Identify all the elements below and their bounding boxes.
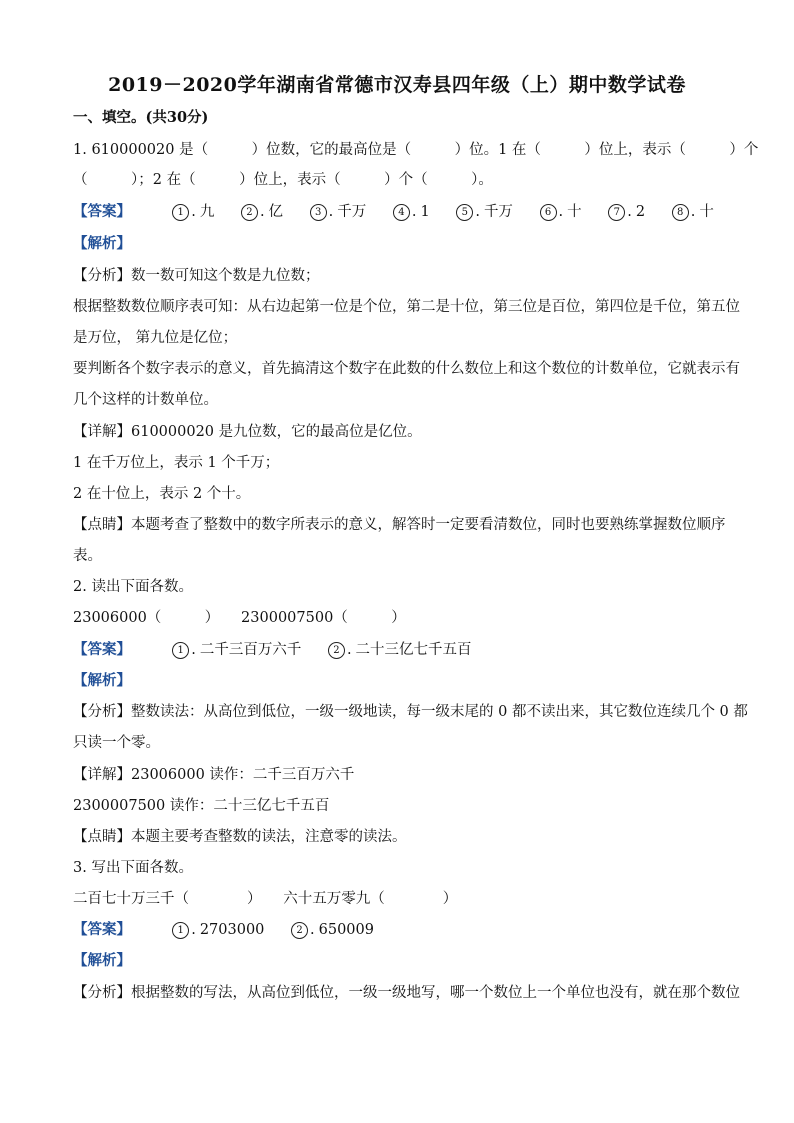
- section-heading: 一、填空。(共30分): [73, 109, 209, 126]
- q1-answer-4: 4 . 1: [393, 202, 430, 222]
- q1-analysis-1: 【分析】数一数可知这个数是九位数；: [73, 268, 320, 284]
- page-title: 2019－2020学年湖南省常德市汉寿县四年级（上）期中数学试卷: [108, 74, 686, 96]
- circled-number-icon: 3: [310, 204, 327, 221]
- q3-answer-1: 1 . 2703000: [172, 920, 264, 940]
- q1-stem-line-1: 1. 610000020 是（ ）位数，它的最高位是（ ）位。1 在（ ）位上，表示（ ）个: [73, 142, 759, 158]
- q1-answer-5: 5 . 千万: [456, 202, 513, 222]
- circled-number-icon: 8: [672, 204, 689, 221]
- answer-tag: 【答案】: [73, 203, 131, 220]
- q1-point-2: 表。: [73, 548, 102, 564]
- q1-analysis-2: 根据整数数位顺序表可知：从右边起第一位是个位，第二是十位，第三位是百位，第四位是千位，第五位: [73, 299, 740, 315]
- q3-answer-row: [73, 920, 374, 940]
- circled-number-icon: 7: [608, 204, 625, 221]
- answer-tag: 【答案】: [73, 641, 131, 658]
- q1-point-1: 【点睛】本题考查了整数中的数字所表示的意义，解答时一定要看清数位，同时也要熟练掌握数位顺序: [73, 517, 726, 533]
- circled-number-icon: 2: [241, 204, 258, 221]
- q2-detail-2: 2300007500 读作：二十三亿七千五百: [73, 798, 330, 814]
- q2-analysis-2: 只读一个零。: [73, 735, 160, 751]
- q1-detail-1: 【详解】610000020 是九位数，它的最高位是亿位。: [73, 424, 422, 440]
- q2-answer-1: 1 . 二千三百万六千: [172, 640, 301, 660]
- answer-tag: 【答案】: [73, 921, 131, 938]
- q2-jiexi-tag: 【解析】: [73, 672, 131, 689]
- q1-answer-row: [73, 202, 714, 222]
- q3-analysis-1: 【分析】根据整数的写法，从高位到低位，一级一级地写，哪一个数位上一个单位也没有，就在那个数位: [73, 985, 740, 1001]
- circled-number-icon: 1: [172, 642, 189, 659]
- q1-answer-3: 3 . 千万: [310, 202, 367, 222]
- q1-answer-2: 2 . 亿: [241, 202, 283, 222]
- q1-analysis-3: 是万位， 第九位是亿位；: [73, 330, 238, 346]
- q2-analysis-1: 【分析】整数读法：从高位到低位，一级一级地读，每一级末尾的 0 都不读出来，其它数位连续几个 0 都: [73, 704, 748, 720]
- q1-jiexi-tag: 【解析】: [73, 235, 131, 252]
- circled-number-icon: 2: [291, 922, 308, 939]
- q3-stem: 3. 写出下面各数。: [73, 860, 193, 876]
- circled-number-icon: 6: [540, 204, 557, 221]
- circled-number-icon: 5: [456, 204, 473, 221]
- q1-answer-7: 7 . 2: [608, 202, 645, 222]
- circled-number-icon: 4: [393, 204, 410, 221]
- q1-answer-6: 6 . 十: [540, 202, 582, 222]
- q1-answer-1: 1 . 九: [172, 202, 214, 222]
- q2-point-1: 【点睛】本题主要考查整数的读法，注意零的读法。: [73, 829, 407, 845]
- q3-answer-2: 2 . 650009: [291, 920, 374, 940]
- q1-detail-3: 2 在十位上，表示 2 个十。: [73, 486, 251, 502]
- q2-items: 23006000（ ） 2300007500（ ）: [73, 610, 406, 626]
- q3-items: 二百七十万三千（ ） 六十五万零九（ ）: [73, 891, 458, 907]
- q2-answer-2: 2 . 二十三亿七千五百: [328, 640, 472, 660]
- q1-stem-line-2: （ ）；2 在（ ）位上，表示（ ）个（ ）。: [73, 172, 493, 188]
- q1-analysis-5: 几个这样的计数单位。: [73, 392, 218, 408]
- circled-number-icon: 2: [328, 642, 345, 659]
- q2-stem: 2. 读出下面各数。: [73, 579, 193, 595]
- q2-answer-row: [73, 640, 472, 660]
- circled-number-icon: 1: [172, 204, 189, 221]
- circled-number-icon: 1: [172, 922, 189, 939]
- q1-answer-8: 8 . 十: [672, 202, 714, 222]
- q2-detail-1: 【详解】23006000 读作：二千三百万六千: [73, 767, 355, 783]
- q3-jiexi-tag: 【解析】: [73, 952, 131, 969]
- q1-analysis-4: 要判断各个数字表示的意义，首先搞清这个数字在此数的什么数位上和这个数位的计数单位，它就表示有: [73, 361, 740, 377]
- q1-detail-2: 1 在千万位上，表示 1 个千万；: [73, 455, 280, 471]
